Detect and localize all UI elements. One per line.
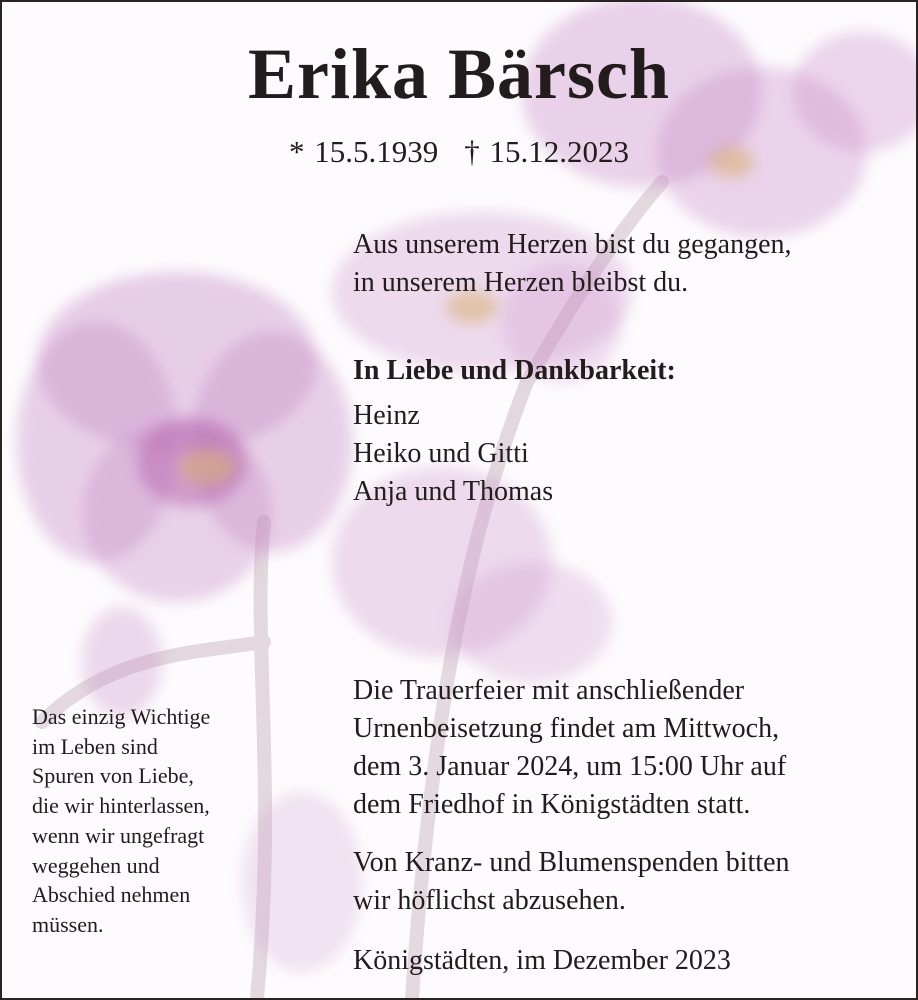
mourner-name: Anja und Thomas xyxy=(353,476,554,507)
memorial-quote xyxy=(353,226,792,302)
ceremony-line: Die Trauerfeier mit anschließender xyxy=(353,675,745,706)
ceremony-line: dem 3. Januar 2024, um 15:00 Uhr auf xyxy=(353,751,787,782)
poem-line: Das einzig Wichtige xyxy=(32,704,211,729)
flower-note-line: wir höflichst abzusehen. xyxy=(353,885,626,916)
poem-line: wenn wir ungefragt xyxy=(32,822,205,848)
poem-line: im Leben sind xyxy=(32,733,158,759)
funeral-ceremony-info xyxy=(353,672,786,824)
flower-note-line: Von Kranz- und Blumenspenden bitten xyxy=(353,847,790,878)
flower-donation-note xyxy=(353,844,790,920)
mourner-name: Heiko und Gitti xyxy=(353,438,529,469)
poem-line: weggehen und xyxy=(32,852,160,878)
mourners-list xyxy=(353,397,553,511)
poem-line: Abschied nehmen xyxy=(32,882,191,908)
quote-line: in unserem Herzen bleibst du. xyxy=(353,267,689,298)
birth-date: * 15.5.1939 xyxy=(289,134,439,169)
death-date: † 15.12.2023 xyxy=(464,134,629,169)
poem-line: Spuren von Liebe, xyxy=(32,763,194,789)
poem xyxy=(32,702,210,940)
life-dates xyxy=(2,133,916,170)
mourner-name: Heinz xyxy=(353,400,420,431)
deceased-name: Erika Bärsch xyxy=(247,34,671,114)
thanks-heading: In Liebe und Dankbarkeit: xyxy=(353,355,676,386)
ceremony-line: Urnenbeisetzung findet am Mittwoch, xyxy=(353,713,780,744)
place-and-date: Königstädten, im Dezember 2023 xyxy=(353,945,731,976)
ceremony-line: dem Friedhof in Königstädten statt. xyxy=(353,789,751,820)
quote-line: Aus unserem Herzen bist du gegangen, xyxy=(353,229,792,260)
poem-line: die wir hinterlassen, xyxy=(32,793,210,819)
poem-line: müssen. xyxy=(32,911,104,937)
